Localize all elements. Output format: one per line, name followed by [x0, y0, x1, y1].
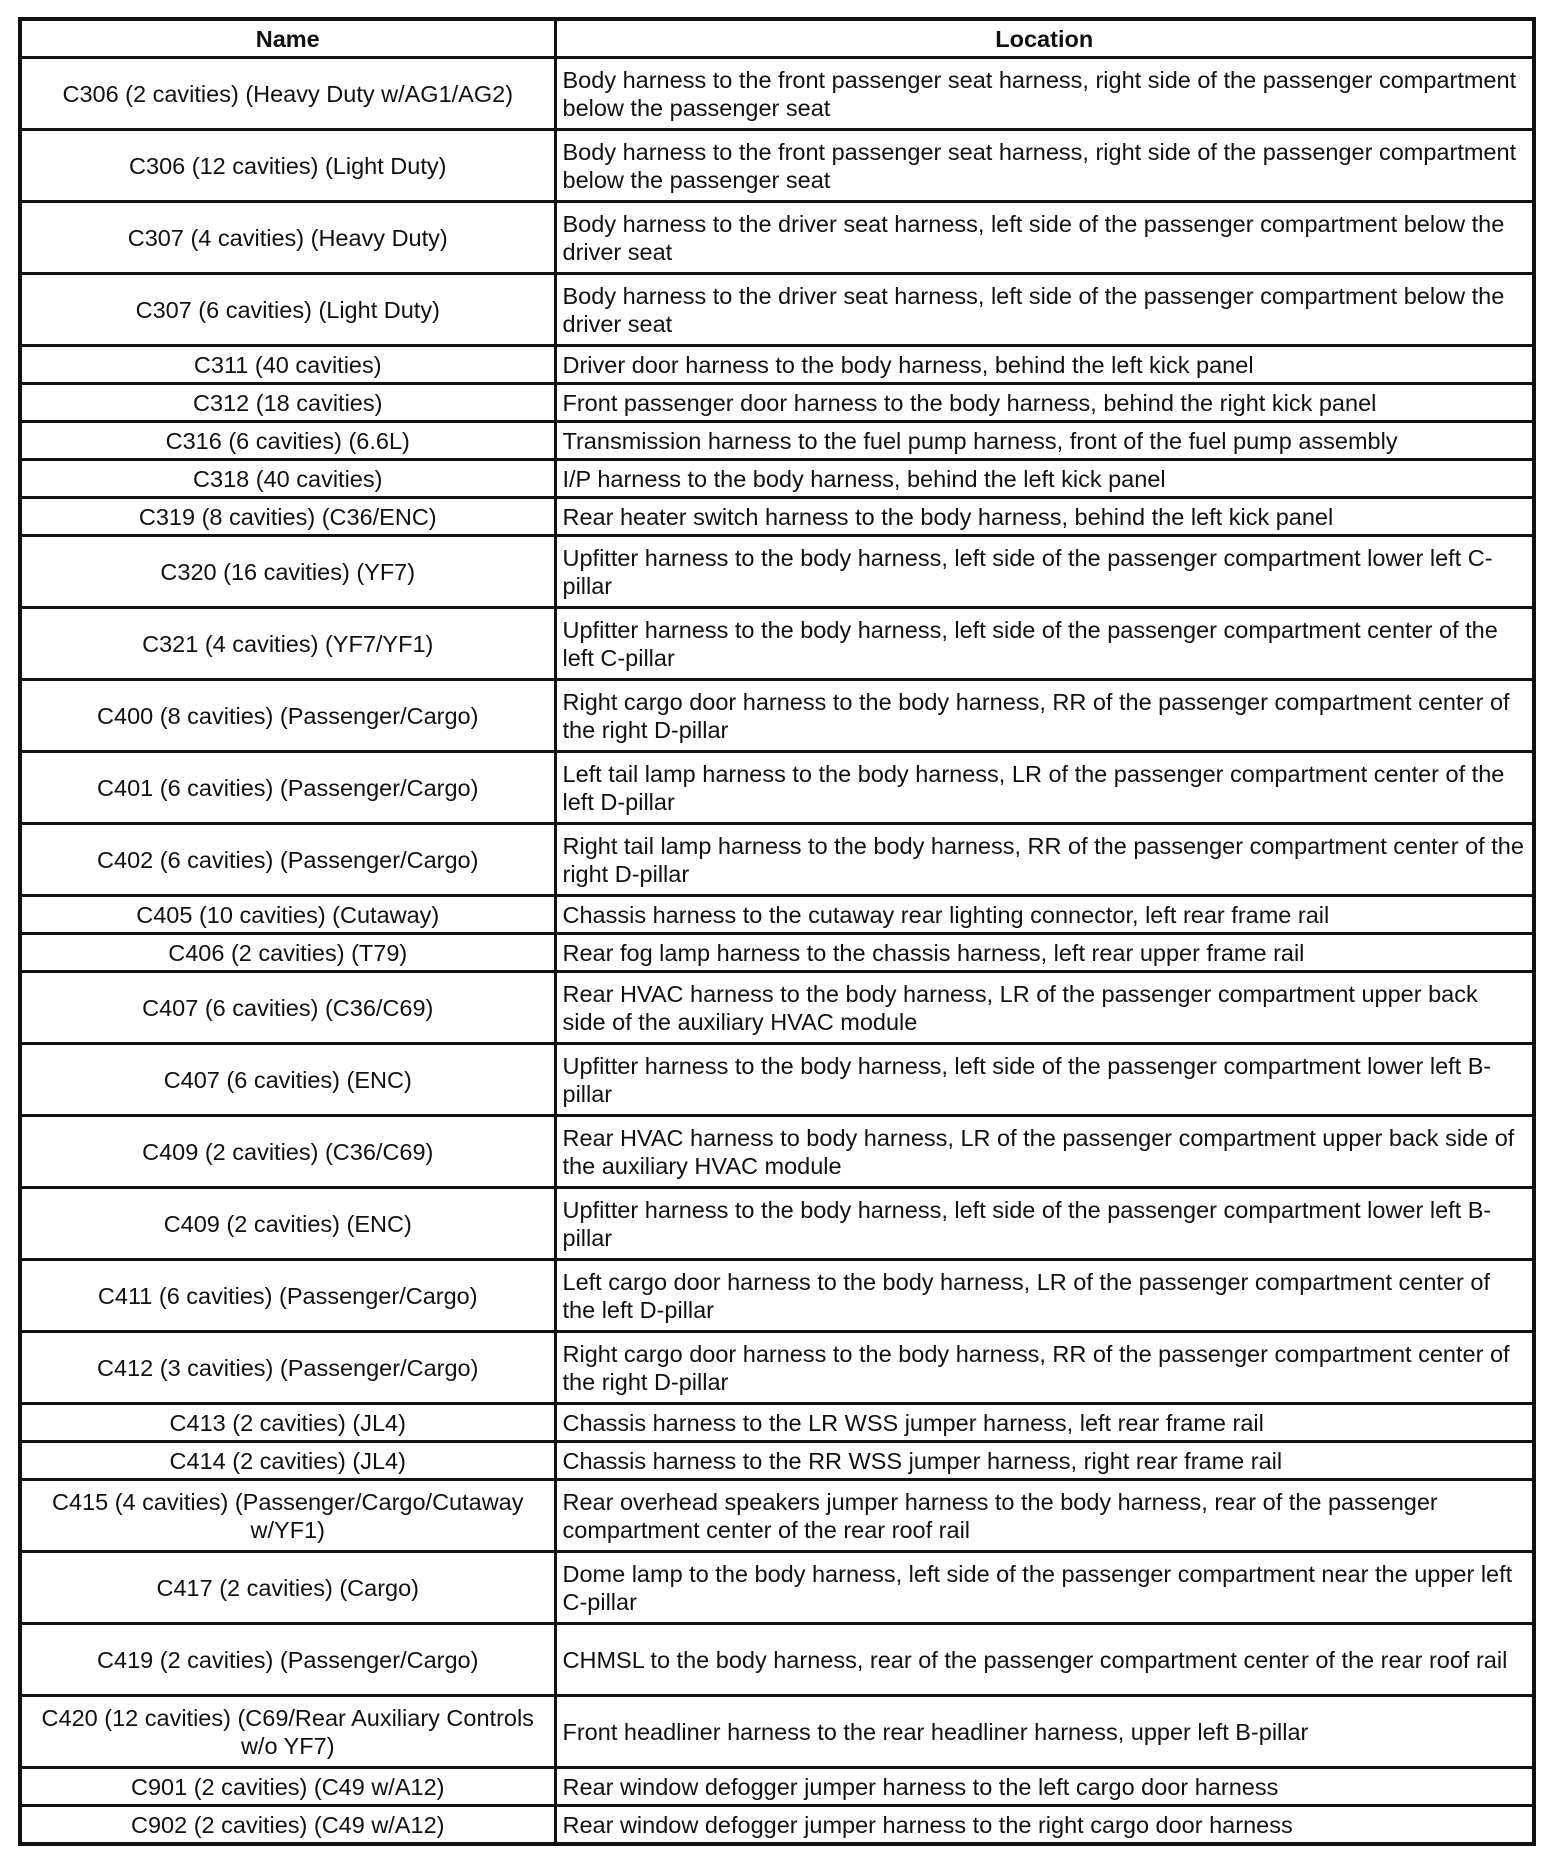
connector-location-cell: Body harness to the front passenger seat harness, right side of the passenger compartment below the passenger seat — [555, 58, 1534, 130]
connector-location-cell: Chassis harness to the LR WSS jumper harness, left rear frame rail — [555, 1404, 1534, 1442]
connector-name-cell: C307 (4 cavities) (Heavy Duty) — [20, 202, 555, 274]
table-row — [20, 422, 1534, 460]
connector-location-cell: Right tail lamp harness to the body harness, RR of the passenger compartment center of the right D-pillar — [555, 824, 1534, 896]
column-header-location: Location — [555, 19, 1534, 58]
table-row — [20, 972, 1534, 1044]
table-row — [20, 1260, 1534, 1332]
connector-name-cell: C420 (12 cavities) (C69/Rear Auxiliary Controls w/o YF7) — [20, 1696, 555, 1768]
connector-location-table — [18, 17, 1536, 1846]
connector-location-cell: Body harness to the driver seat harness, left side of the passenger compartment below the driver seat — [555, 202, 1534, 274]
connector-location-cell: Upfitter harness to the body harness, left side of the passenger compartment lower left C-pillar — [555, 536, 1534, 608]
connector-name-cell: C306 (12 cavities) (Light Duty) — [20, 130, 555, 202]
connector-name-cell: C321 (4 cavities) (YF7/YF1) — [20, 608, 555, 680]
table-row — [20, 202, 1534, 274]
table-row — [20, 1044, 1534, 1116]
connector-location-cell: Front headliner harness to the rear headliner harness, upper left B-pillar — [555, 1696, 1534, 1768]
connector-name-cell: C901 (2 cavities) (C49 w/A12) — [20, 1768, 555, 1806]
connector-location-cell: Rear window defogger jumper harness to the left cargo door harness — [555, 1768, 1534, 1806]
table-row — [20, 680, 1534, 752]
connector-location-cell: Upfitter harness to the body harness, left side of the passenger compartment center of the left C-pillar — [555, 608, 1534, 680]
table-row — [20, 58, 1534, 130]
connector-location-cell: Driver door harness to the body harness, behind the left kick panel — [555, 346, 1534, 384]
table-row — [20, 274, 1534, 346]
table-row — [20, 498, 1534, 536]
table-row — [20, 1188, 1534, 1260]
table-row — [20, 824, 1534, 896]
connector-location-cell: CHMSL to the body harness, rear of the passenger compartment center of the rear roof rail — [555, 1624, 1534, 1696]
table-row — [20, 1332, 1534, 1404]
connector-location-cell: Chassis harness to the cutaway rear lighting connector, left rear frame rail — [555, 896, 1534, 934]
table-header-row — [20, 19, 1534, 58]
table-row — [20, 896, 1534, 934]
connector-location-cell: Upfitter harness to the body harness, left side of the passenger compartment lower left B-pillar — [555, 1188, 1534, 1260]
connector-location-cell: Body harness to the front passenger seat harness, right side of the passenger compartment below the passenger seat — [555, 130, 1534, 202]
connector-name-cell: C415 (4 cavities) (Passenger/Cargo/Cutaway w/YF1) — [20, 1480, 555, 1552]
connector-name-cell: C407 (6 cavities) (ENC) — [20, 1044, 555, 1116]
connector-name-cell: C400 (8 cavities) (Passenger/Cargo) — [20, 680, 555, 752]
table-row — [20, 130, 1534, 202]
connector-name-cell: C401 (6 cavities) (Passenger/Cargo) — [20, 752, 555, 824]
connector-name-cell: C902 (2 cavities) (C49 w/A12) — [20, 1806, 555, 1845]
table-row — [20, 934, 1534, 972]
connector-name-cell: C311 (40 cavities) — [20, 346, 555, 384]
connector-name-cell: C320 (16 cavities) (YF7) — [20, 536, 555, 608]
connector-location-cell: Front passenger door harness to the body harness, behind the right kick panel — [555, 384, 1534, 422]
connector-name-cell: C316 (6 cavities) (6.6L) — [20, 422, 555, 460]
connector-location-cell: Left cargo door harness to the body harness, LR of the passenger compartment center of the left D-pillar — [555, 1260, 1534, 1332]
connector-name-cell: C409 (2 cavities) (C36/C69) — [20, 1116, 555, 1188]
connector-name-cell: C402 (6 cavities) (Passenger/Cargo) — [20, 824, 555, 896]
connector-name-cell: C405 (10 cavities) (Cutaway) — [20, 896, 555, 934]
table-row — [20, 1696, 1534, 1768]
table-row — [20, 1768, 1534, 1806]
connector-location-cell: Transmission harness to the fuel pump harness, front of the fuel pump assembly — [555, 422, 1534, 460]
connector-location-cell: Right cargo door harness to the body harness, RR of the passenger compartment center of the right D-pillar — [555, 1332, 1534, 1404]
connector-location-cell: Chassis harness to the RR WSS jumper harness, right rear frame rail — [555, 1442, 1534, 1480]
connector-location-cell: Rear HVAC harness to body harness, LR of the passenger compartment upper back side of the auxiliary HVAC module — [555, 1116, 1534, 1188]
table-row — [20, 1624, 1534, 1696]
connector-name-cell: C419 (2 cavities) (Passenger/Cargo) — [20, 1624, 555, 1696]
table-row — [20, 1480, 1534, 1552]
table-row — [20, 346, 1534, 384]
table-row — [20, 1806, 1534, 1845]
connector-location-cell: Dome lamp to the body harness, left side of the passenger compartment near the upper left C-pillar — [555, 1552, 1534, 1624]
connector-name-cell: C417 (2 cavities) (Cargo) — [20, 1552, 555, 1624]
connector-name-cell: C409 (2 cavities) (ENC) — [20, 1188, 555, 1260]
connector-name-cell: C412 (3 cavities) (Passenger/Cargo) — [20, 1332, 555, 1404]
connector-name-cell: C312 (18 cavities) — [20, 384, 555, 422]
connector-location-cell: Rear heater switch harness to the body harness, behind the left kick panel — [555, 498, 1534, 536]
connector-name-cell: C411 (6 cavities) (Passenger/Cargo) — [20, 1260, 555, 1332]
connector-location-cell: Right cargo door harness to the body harness, RR of the passenger compartment center of the right D-pillar — [555, 680, 1534, 752]
table-row — [20, 1404, 1534, 1442]
connector-location-cell: Upfitter harness to the body harness, left side of the passenger compartment lower left B-pillar — [555, 1044, 1534, 1116]
connector-name-cell: C413 (2 cavities) (JL4) — [20, 1404, 555, 1442]
connector-name-cell: C406 (2 cavities) (T79) — [20, 934, 555, 972]
connector-name-cell: C414 (2 cavities) (JL4) — [20, 1442, 555, 1480]
table-row — [20, 460, 1534, 498]
table-row — [20, 608, 1534, 680]
connector-name-cell: C307 (6 cavities) (Light Duty) — [20, 274, 555, 346]
table-row — [20, 752, 1534, 824]
connector-location-cell: Left tail lamp harness to the body harness, LR of the passenger compartment center of the left D-pillar — [555, 752, 1534, 824]
table-row — [20, 1116, 1534, 1188]
connector-location-cell: Rear window defogger jumper harness to the right cargo door harness — [555, 1806, 1534, 1845]
table-row — [20, 384, 1534, 422]
connector-location-cell: Rear fog lamp harness to the chassis harness, left rear upper frame rail — [555, 934, 1534, 972]
table-row — [20, 1442, 1534, 1480]
table-row — [20, 1552, 1534, 1624]
connector-location-cell: Rear overhead speakers jumper harness to the body harness, rear of the passenger compartment center of the rear roof rail — [555, 1480, 1534, 1552]
table-body — [20, 58, 1534, 1845]
connector-location-cell: I/P harness to the body harness, behind the left kick panel — [555, 460, 1534, 498]
connector-name-cell: C319 (8 cavities) (C36/ENC) — [20, 498, 555, 536]
table-row — [20, 536, 1534, 608]
connector-name-cell: C306 (2 cavities) (Heavy Duty w/AG1/AG2) — [20, 58, 555, 130]
connector-location-cell: Body harness to the driver seat harness, left side of the passenger compartment below the driver seat — [555, 274, 1534, 346]
connector-name-cell: C318 (40 cavities) — [20, 460, 555, 498]
connector-location-cell: Rear HVAC harness to the body harness, LR of the passenger compartment upper back side of the auxiliary HVAC module — [555, 972, 1534, 1044]
column-header-name: Name — [20, 19, 555, 58]
connector-name-cell: C407 (6 cavities) (C36/C69) — [20, 972, 555, 1044]
